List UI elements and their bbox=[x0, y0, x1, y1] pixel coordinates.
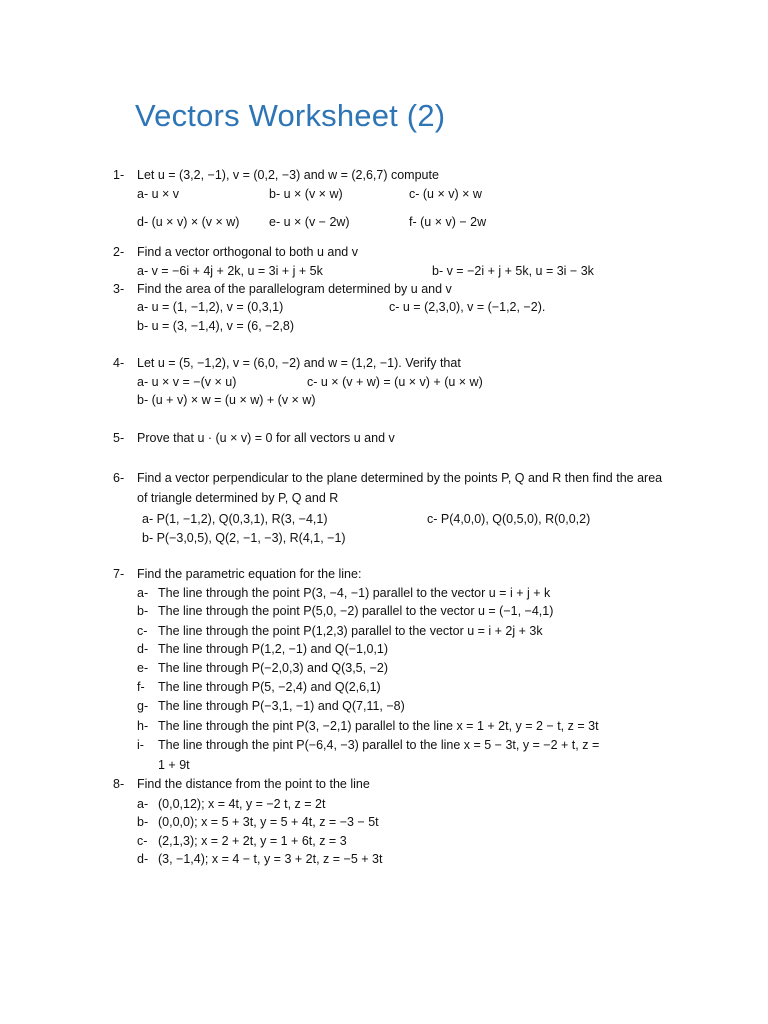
question-7-item-label: a- bbox=[137, 586, 149, 600]
question-2-part-b: b- v = −2i + j + 5k, u = 3i − 3k bbox=[432, 264, 594, 278]
question-7-item-c: The line through the point P(1,2,3) parallel to the vector u = i + 2j + 3k bbox=[158, 624, 543, 638]
question-1-part-e: e- u × (v − 2w) bbox=[269, 215, 350, 229]
question-6-part-b: b- P(−3,0,5), Q(2, −1, −3), R(4,1, −1) bbox=[142, 531, 346, 545]
question-8-item-label: a- bbox=[137, 797, 149, 811]
question-1-part-d: d- (u × v) × (v × w) bbox=[137, 215, 240, 229]
question-3-part-b: b- u = (3, −1,4), v = (6, −2,8) bbox=[137, 319, 295, 333]
question-1-part-b: b- u × (v × w) bbox=[269, 187, 343, 201]
question-number: 5- bbox=[113, 431, 125, 445]
question-number: 4- bbox=[113, 356, 125, 370]
question-7-item-i: The line through the pint P(−6,4, −3) parallel to the line x = 5 − 3t, y = −2 + t, z = bbox=[158, 738, 600, 752]
question-8-item-c: (2,1,3); x = 2 + 2t, y = 1 + 6t, z = 3 bbox=[158, 834, 347, 848]
question-number: 6- bbox=[113, 471, 125, 485]
question-6-part-c: c- P(4,0,0), Q(0,5,0), R(0,0,2) bbox=[427, 512, 591, 526]
question-7-stem: Find the parametric equation for the line: bbox=[137, 567, 362, 581]
question-7-item-label: h- bbox=[137, 719, 149, 733]
question-number: 2- bbox=[113, 245, 125, 259]
question-1-stem: Let u = (3,2, −1), v = (0,2, −3) and w = (2,6,7) compute bbox=[137, 168, 439, 182]
question-6-part-a: a- P(1, −1,2), Q(0,3,1), R(3, −4,1) bbox=[142, 512, 328, 526]
question-1-part-a: a- u × v bbox=[137, 187, 180, 201]
question-7-item-label: b- bbox=[137, 604, 149, 618]
question-number: 3- bbox=[113, 282, 125, 296]
question-8-stem: Find the distance from the point to the line bbox=[137, 777, 370, 791]
question-7-item-label: g- bbox=[137, 699, 149, 713]
question-1-part-c: c- (u × v) × w bbox=[409, 187, 482, 201]
question-3-part-a: a- u = (1, −1,2), v = (0,3,1) bbox=[137, 300, 284, 314]
question-8-item-label: c- bbox=[137, 834, 148, 848]
question-7-item-e: The line through P(−2,0,3) and Q(3,5, −2) bbox=[158, 661, 388, 675]
question-number: 8- bbox=[113, 777, 125, 791]
question-8-item-label: b- bbox=[137, 815, 149, 829]
question-7-item-a: The line through the point P(3, −4, −1) parallel to the vector u = i + j + k bbox=[158, 586, 551, 600]
question-3-part-c: c- u = (2,3,0), v = (−1,2, −2). bbox=[389, 300, 546, 314]
question-8-item-a: (0,0,12); x = 4t, y = −2 t, z = 2t bbox=[158, 797, 326, 811]
question-8-item-label: d- bbox=[137, 852, 149, 866]
question-4-stem: Let u = (5, −1,2), v = (6,0, −2) and w = (1,2, −1). Verify that bbox=[137, 356, 461, 370]
question-7-item-label: d- bbox=[137, 642, 149, 656]
question-7-item-d: The line through P(1,2, −1) and Q(−1,0,1) bbox=[158, 642, 388, 656]
question-4-part-c: c- u × (v + w) = (u × v) + (u × w) bbox=[307, 375, 483, 389]
question-1-part-f: f- (u × v) − 2w bbox=[409, 215, 487, 229]
question-7-item-b: The line through the point P(5,0, −2) parallel to the vector u = (−1, −4,1) bbox=[158, 604, 554, 618]
question-number: 1- bbox=[113, 168, 125, 182]
question-6-stem-line-2: of triangle determined by P, Q and R bbox=[137, 491, 339, 505]
question-4-part-a: a- u × v = −(v × u) bbox=[137, 375, 237, 389]
question-number: 7- bbox=[113, 567, 125, 581]
question-2-stem: Find a vector orthogonal to both u and v bbox=[137, 245, 358, 259]
question-7-item-label: i- bbox=[137, 738, 144, 752]
question-8-item-d: (3, −1,4); x = 4 − t, y = 3 + 2t, z = −5 + 3t bbox=[158, 852, 383, 866]
question-7-item-i-continued: 1 + 9t bbox=[158, 758, 190, 772]
question-7-item-label: f- bbox=[137, 680, 145, 694]
question-5-stem: Prove that u · (u × v) = 0 for all vectors u and v bbox=[137, 431, 395, 445]
question-7-item-f: The line through P(5, −2,4) and Q(2,6,1) bbox=[158, 680, 381, 694]
question-4-part-b: b- (u + v) × w = (u × w) + (v × w) bbox=[137, 393, 316, 407]
question-3-stem: Find the area of the parallelogram determined by u and v bbox=[137, 282, 452, 296]
question-7-item-label: e- bbox=[137, 661, 149, 675]
question-8-item-b: (0,0,0); x = 5 + 3t, y = 5 + 4t, z = −3 − 5t bbox=[158, 815, 379, 829]
question-7-item-h: The line through the pint P(3, −2,1) parallel to the line x = 1 + 2t, y = 2 − t, z = 3t bbox=[158, 719, 599, 733]
question-7-item-g: The line through P(−3,1, −1) and Q(7,11, −8) bbox=[158, 699, 405, 713]
page-title: Vectors Worksheet (2) bbox=[135, 98, 446, 133]
question-7-item-label: c- bbox=[137, 624, 148, 638]
question-6-stem-line-1: Find a vector perpendicular to the plane determined by the points P, Q and R then find the area bbox=[137, 471, 663, 485]
question-2-part-a: a- v = −6i + 4j + 2k, u = 3i + j + 5k bbox=[137, 264, 323, 278]
